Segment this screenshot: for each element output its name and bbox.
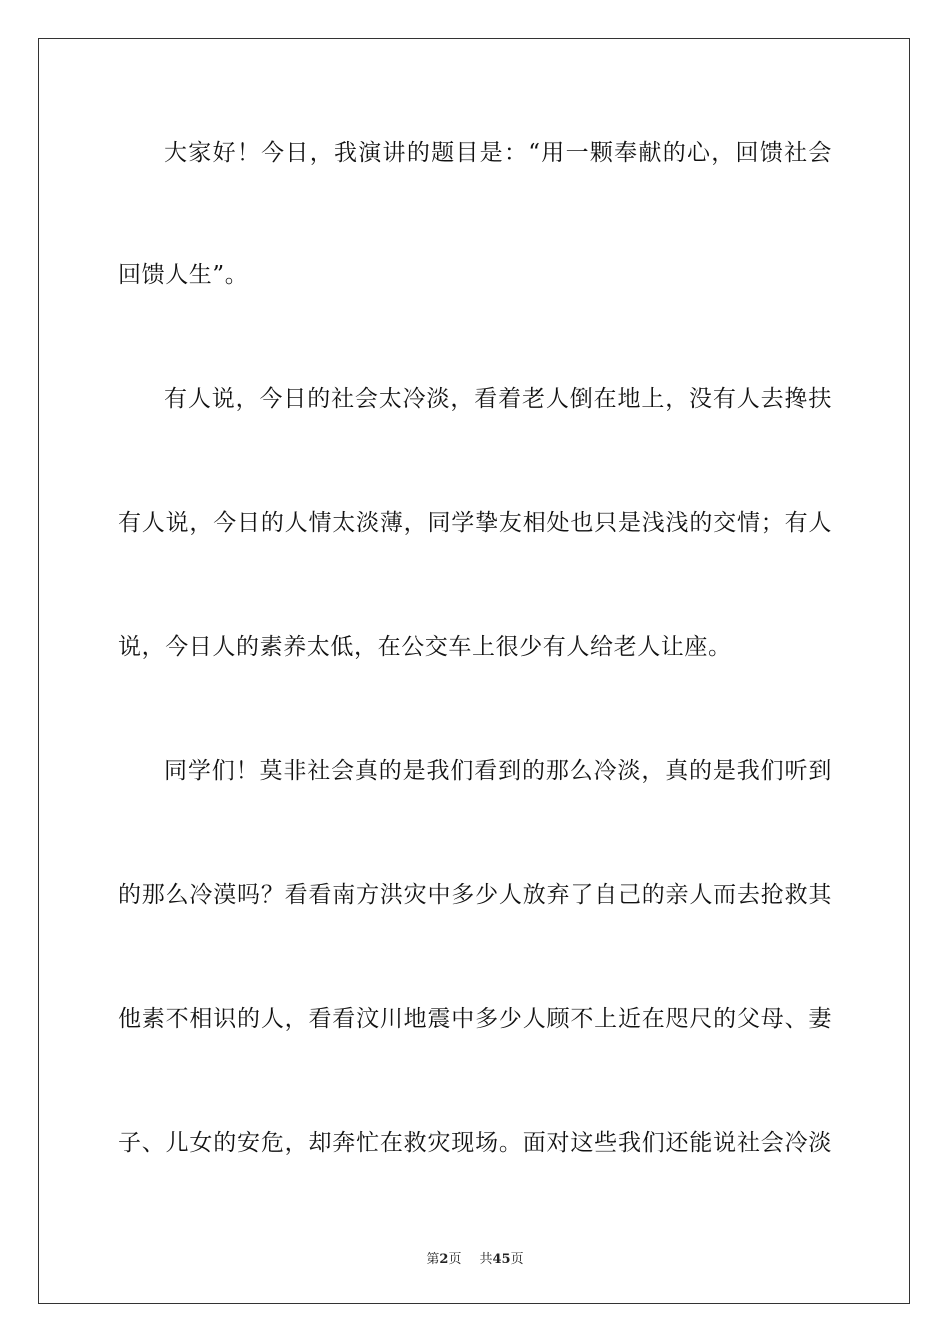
paragraph-line: 同学们！莫非社会真的是我们看到的那么冷淡，真的是我们听到 <box>164 758 832 784</box>
paragraph-line: 有人说，今日的社会太冷淡，看着老人倒在地上，没有人去搀扶 <box>164 386 832 412</box>
page-footer <box>0 1248 950 1267</box>
page-prefix: 第 <box>426 1252 440 1267</box>
page-number: 2 <box>439 1252 449 1267</box>
total-suffix: 页 <box>510 1252 524 1267</box>
paragraph-line: 说，今日人的素养太低，在公交车上很少有人给老人让座。 <box>118 634 732 660</box>
paragraph-line: 回馈人生”。 <box>118 262 249 288</box>
page-suffix: 页 <box>448 1252 462 1267</box>
paragraph-line: 子、儿女的安危，却奔忙在救灾现场。面对这些我们还能说社会冷淡 <box>118 1130 832 1156</box>
total-pages: 45 <box>492 1252 511 1267</box>
paragraph-line: 大家好！今日，我演讲的题目是：“用一颗奉献的心，回馈社会 <box>164 140 832 166</box>
total-prefix: 共 <box>479 1252 493 1267</box>
paragraph-line: 他素不相识的人，看看汶川地震中多少人顾不上近在咫尺的父母、妻 <box>118 1006 832 1032</box>
paragraph-line: 的那么冷漠吗？看看南方洪灾中多少人放弃了自己的亲人而去抢救其 <box>118 882 832 908</box>
paragraph-line: 有人说，今日的人情太淡薄，同学挚友相处也只是浅浅的交情；有人 <box>118 510 832 536</box>
page-frame <box>38 38 910 1304</box>
